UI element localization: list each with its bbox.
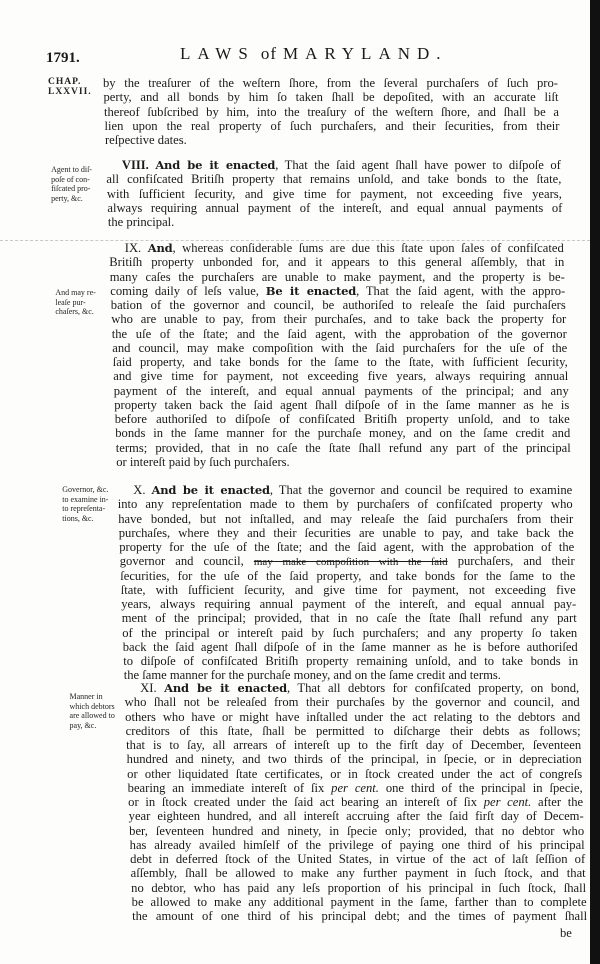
margin-note xyxy=(55,288,115,317)
text-line: creditors of this ſtate, ſhall be permitted to diſcharge their debts as follows; xyxy=(125,723,581,738)
text-line: terms; provided, that in no caſe the ſtate ſhall refund any part of the principal xyxy=(115,440,571,455)
text-line: by the treaſurer of the weſtern ſhore, from the ſeveral purchaſers of ſuch pro- xyxy=(103,76,558,90)
text-line: or intereſt paid by ſuch purchaſers. xyxy=(116,454,290,469)
margin-note-line: And may re- xyxy=(55,288,96,297)
text-line: property for the uſe of the ſtate; and the ſaid agent, with the approbation of the xyxy=(119,540,575,554)
text-line: the uſe of the ſtate; and the ſaid agent, with the approbation of the governor xyxy=(111,326,567,341)
enacting-clause: And be it enacted xyxy=(164,681,287,695)
text-line: that is to ſay, all arrears of intereſt up to the firſt day of December, ſeventeen xyxy=(126,738,582,752)
text-line: the ſame manner for the purchaſe money, and on the ſame credit and terms. xyxy=(123,668,501,683)
title-laws: LAWS xyxy=(180,44,255,63)
text-line: property taken back the ſaid agent ſhall diſpoſe of in the ſame manner as he is xyxy=(114,397,570,412)
text-line: the amount of one third of his principal debt; and the times of payment ſhall xyxy=(132,909,588,923)
text-line: who ſhall not be releaſed from their purchaſes by the governor and council, and xyxy=(124,695,580,710)
text-segment: or in ſtock created under the ſaid act bearing an intereſt of ſix xyxy=(128,795,484,809)
text-segment: VIII. xyxy=(121,158,156,172)
text-line: ber, ſeventeen hundred and ninety, in ſpecie only; provided, that no debtor who xyxy=(129,823,585,838)
text-line: back the ſaid agent ſhall diſpoſe of in the ſame manner as he is before authoriſed xyxy=(122,639,578,654)
text-line xyxy=(128,781,583,795)
text-line: the principal. xyxy=(107,215,175,229)
text-line: and council, may make compoſition with the ſaid purchaſers for the uſe of the xyxy=(112,340,568,355)
margin-note-line: LXXVII. xyxy=(48,87,92,97)
text-line: hundred and ninety, and two thirds of the principal, in ſpecie, or in depreciation xyxy=(126,752,582,767)
title-of: of xyxy=(260,44,277,63)
text-line: payment of the intereſt, and equal annual payments of the principal; and any xyxy=(113,383,569,398)
struck-text: may make compoſition with the ſaid xyxy=(253,556,448,569)
text-segment: bearing an immediate intereſt of ſix xyxy=(127,780,332,795)
text-line: or other liquidated ſtate certificates, or in ſtock created under the act of congreſs xyxy=(127,766,583,781)
text-segment: IX. xyxy=(124,241,148,255)
text-segment: governor and council, xyxy=(119,554,254,569)
text-segment: , That the governor and council be required to examine xyxy=(269,483,573,497)
text-line: ſaid property, and take bonds for the ſame to the ſtate, with ſufficient ſecurity, xyxy=(112,355,568,369)
enacting-clause: And xyxy=(147,241,173,255)
margin-note-line: to repreſenta- xyxy=(62,504,106,514)
text-line: debt in deferred ſtock of the United States, in virtue of the act of laſt ſeſſion of xyxy=(130,852,586,866)
margin-note-line: CHAP. xyxy=(48,77,82,87)
text-line: aſſembly, ſhall be allowed to make any further payment in ſuch ſtock, and that xyxy=(130,866,586,881)
margin-note xyxy=(62,485,122,523)
text-line: purchaſes, where they and their ſecurities are unable to pay, and take back the xyxy=(118,525,574,540)
text-line: ment of the principal; provided, that in no caſe the ſtate ſhall refund any part xyxy=(121,611,577,626)
text-line: all confiſcated Britiſh property that remains unſold, and take bonds to the ſtate, xyxy=(106,172,562,187)
page-title xyxy=(180,44,448,64)
text-line: no debtor, who has paid any leſs proportion of his principal in ſuch ſtock, ſhall xyxy=(131,880,587,895)
text-segment: purchaſers, and their xyxy=(447,554,575,569)
text-line: year eighteen hundred, and all intereſt accruing after the ſaid firſt day of Decem- xyxy=(128,809,584,824)
text-line: be allowed to make any additional payment in the ſame, farther than to complete xyxy=(131,894,587,909)
enacting-clause: And be it enacted xyxy=(151,483,270,497)
text-line: ſtate, with ſufficient ſecurity, and give time for payment, not exceeding five xyxy=(120,582,576,597)
text-segment: , That the ſaid agent, with the appro- xyxy=(356,283,566,298)
page-year: 1791. xyxy=(46,50,80,66)
text-line: bation of the governor and council, be authoriſed to releaſe the ſaid purchaſers xyxy=(110,298,566,312)
margin-note-line: poſe of con- xyxy=(51,174,90,184)
margin-note-line: which debtors xyxy=(69,701,115,711)
text-line xyxy=(110,284,565,298)
text-line xyxy=(140,681,579,695)
text-line: others who have or might have inſtalled under the act relating to the debtors and xyxy=(125,709,581,724)
margin-note-line: perty, &c. xyxy=(51,193,83,203)
text-line: to diſpoſe of confiſcated Britiſh property remaining unſold, and to take bonds in xyxy=(123,654,579,668)
text-line: thereof ſubſcribed by him, into the treaſury of the weſtern ſhore, and ſhall be a xyxy=(103,104,559,119)
text-line: of the principal or intereſt paid by ſuch purchaſers; and any property ſo taken xyxy=(122,625,578,640)
text-line: lien upon the real property of ſuch purchaſers, and their ſecurities, from their xyxy=(104,118,560,133)
text-line: ſecurities, for the uſe of the ſaid property, and take bonds for the ſame to the xyxy=(120,568,576,583)
margin-note-line: Governor, &c. xyxy=(62,485,109,494)
text-line: always requiring annual payment of the intereſt, and equal annual payments of xyxy=(107,200,563,215)
text-line xyxy=(133,483,572,497)
margin-note xyxy=(70,692,130,730)
enacting-clause: And be it enacted xyxy=(155,158,276,172)
text-line: perty, and all bonds by him ſo taken ſhall be depoſited, with an accurate liſt xyxy=(103,90,559,105)
margin-note-line: fiſcated pro- xyxy=(51,184,91,194)
title-maryland: MARYLAND. xyxy=(282,44,448,63)
margin-note-line: Manner in xyxy=(69,692,103,701)
text-segment: , That the ſaid agent ſhall have power to diſpoſe of xyxy=(275,158,561,172)
margin-note-line: are allowed to xyxy=(69,711,115,721)
italic-text: per cent. xyxy=(331,780,379,795)
margin-note xyxy=(48,77,108,97)
margin-note xyxy=(51,165,111,203)
text-line: before authoriſed to diſpoſe of confiſcated Britiſh property unſold, and to take xyxy=(114,412,570,426)
text-line xyxy=(125,241,564,255)
text-line xyxy=(122,158,561,172)
text-segment: after the xyxy=(531,795,584,809)
text-segment: coming daily of leſs value, xyxy=(110,283,266,298)
scan-edge xyxy=(590,0,600,964)
text-line: years, always requiring annual payment of the intereſt, and equal annual pay- xyxy=(121,597,577,611)
text-line xyxy=(120,554,575,568)
text-line: reſpective dates. xyxy=(104,133,187,147)
text-line: many caſes the purchaſers are unable to make payment, and the property is be- xyxy=(109,269,565,284)
text-segment: one third of the principal in ſpecie, xyxy=(378,780,583,795)
margin-note-line: to examine in- xyxy=(62,494,109,504)
catchword: be xyxy=(560,926,572,940)
text-line: bonds in the ſame manner for the purchaſe money, and on the ſame credit and xyxy=(115,426,571,441)
text-line xyxy=(128,795,583,809)
text-segment: , whereas conſiderable ſums are due this ſtate upon ſales of confiſcated xyxy=(172,241,564,255)
text-segment: XI. xyxy=(140,681,165,695)
enacting-clause: Be it enacted xyxy=(265,283,357,298)
text-segment: , That all debtors for confiſcated property, on bond, xyxy=(286,681,580,695)
margin-note-line: tions, &c. xyxy=(62,513,94,523)
italic-text: per cent. xyxy=(483,795,532,809)
text-line: into any repreſentation made to them by purchaſers of confiſcated property who xyxy=(117,497,573,512)
text-line: has already availed himſelf of the privilege of paying one third of his principal xyxy=(129,837,585,852)
margin-note-line: leaſe pur- xyxy=(55,297,86,307)
text-line: have bonded, but not inſtalled, and may releaſe the ſaid purchaſers from their xyxy=(118,511,574,526)
margin-note-line: Agent to diſ- xyxy=(51,165,92,174)
text-line: with ſufficient ſecurity, and give time for payment, not exceeding five years, xyxy=(106,186,562,201)
margin-note-line: chaſers, &c. xyxy=(55,307,94,317)
text-line: Britiſh property unbonded for, and it appears to this general aſſembly, that in xyxy=(109,255,565,270)
text-line: and give time for payment, not exceeding five years, always requiring annual xyxy=(113,369,569,384)
text-line: who are unable to pay, from their purchaſes, and to take back the property for xyxy=(111,312,567,327)
margin-note-line: pay, &c. xyxy=(69,720,97,730)
text-segment: X. xyxy=(133,483,152,497)
